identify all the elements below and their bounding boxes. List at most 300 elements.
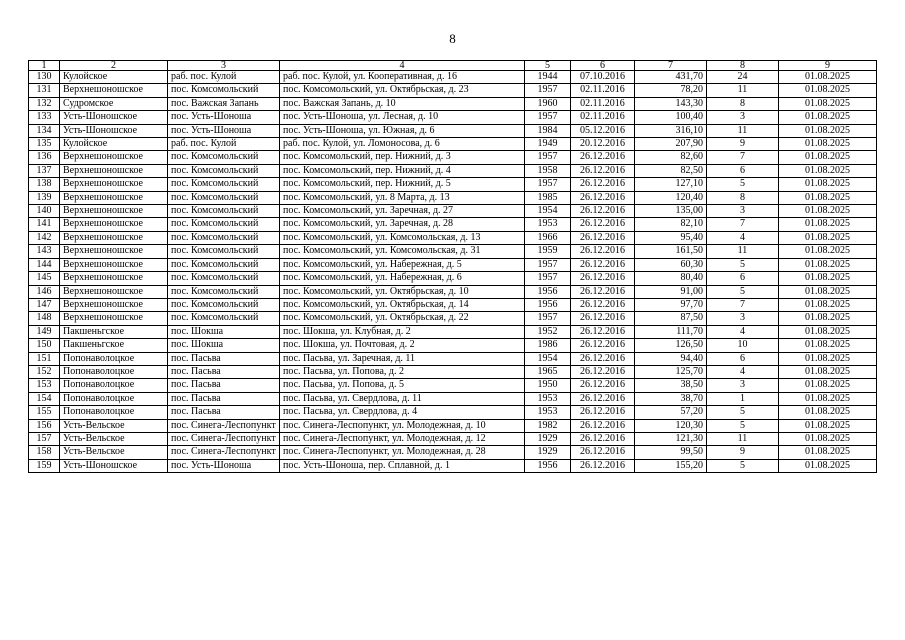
count-cell: 5 [707,258,779,271]
deadline-cell: 01.08.2025 [779,406,877,419]
address-cell: пос. Комсомольский, ул. Набережная, д. 5 [280,258,525,271]
year-cell: 1960 [525,97,571,110]
year-cell: 1986 [525,339,571,352]
date-cell: 26.12.2016 [571,339,635,352]
row-number: 158 [29,446,60,459]
locality-cell: пос. Комсомольский [168,298,280,311]
locality-cell: пос. Пасьва [168,406,280,419]
settlement-cell: Попонаволоцкое [60,406,168,419]
count-cell: 3 [707,312,779,325]
table-row [29,352,877,365]
address-cell: пос. Пасьва, ул. Свердлова, д. 11 [280,392,525,405]
date-cell: 26.12.2016 [571,245,635,258]
date-cell: 26.12.2016 [571,178,635,191]
date-cell: 26.12.2016 [571,272,635,285]
address-cell: пос. Комсомольский, ул. Октябрьская, д. 10 [280,285,525,298]
deadline-cell: 01.08.2025 [779,365,877,378]
deadline-cell: 01.08.2025 [779,218,877,231]
address-cell: пос. Усть-Шоноша, ул. Лесная, д. 10 [280,111,525,124]
deadline-cell: 01.08.2025 [779,71,877,84]
date-cell: 26.12.2016 [571,312,635,325]
year-cell: 1954 [525,352,571,365]
row-number: 141 [29,218,60,231]
area-cell: 121,30 [635,432,707,445]
count-cell: 3 [707,205,779,218]
year-cell: 1953 [525,392,571,405]
address-cell: пос. Комсомольский, ул. Комсомольская, д. 31 [280,245,525,258]
locality-cell: пос. Комсомольский [168,205,280,218]
deadline-cell: 01.08.2025 [779,245,877,258]
row-number: 154 [29,392,60,405]
count-cell: 4 [707,325,779,338]
row-number: 132 [29,97,60,110]
deadline-cell: 01.08.2025 [779,339,877,352]
deadline-cell: 01.08.2025 [779,379,877,392]
settlement-cell: Верхнешоношское [60,178,168,191]
date-cell: 26.12.2016 [571,446,635,459]
table-row [29,392,877,405]
locality-cell: пос. Пасьва [168,379,280,392]
locality-cell: пос. Комсомольский [168,285,280,298]
count-cell: 7 [707,218,779,231]
year-cell: 1958 [525,164,571,177]
date-cell: 20.12.2016 [571,138,635,151]
year-cell: 1950 [525,379,571,392]
address-cell: пос. Шокша, ул. Почтовая, д. 2 [280,339,525,352]
address-cell: пос. Комсомольский, ул. Октябрьская, д. 14 [280,298,525,311]
settlement-cell: Усть-Вельское [60,419,168,432]
settlement-cell: Верхнешоношское [60,312,168,325]
settlement-cell: Верхнешоношское [60,218,168,231]
locality-cell: пос. Комсомольский [168,151,280,164]
settlement-cell: Верхнешоношское [60,231,168,244]
address-cell: пос. Пасьва, ул. Попова, д. 5 [280,379,525,392]
address-cell: пос. Синега-Леспопункт, ул. Молодежная, д. 12 [280,432,525,445]
locality-cell: пос. Важская Запань [168,97,280,110]
date-cell: 26.12.2016 [571,325,635,338]
table-row [29,71,877,84]
locality-cell: пос. Шокша [168,339,280,352]
deadline-cell: 01.08.2025 [779,191,877,204]
locality-cell: пос. Шокша [168,325,280,338]
count-cell: 11 [707,84,779,97]
row-number: 131 [29,84,60,97]
settlement-cell: Пакшеньгское [60,339,168,352]
locality-cell: пос. Комсомольский [168,245,280,258]
table-row [29,178,877,191]
settlement-cell: Пакшеньгское [60,325,168,338]
table-row [29,432,877,445]
count-cell: 5 [707,178,779,191]
year-cell: 1984 [525,124,571,137]
year-cell: 1949 [525,138,571,151]
date-cell: 26.12.2016 [571,298,635,311]
year-cell: 1957 [525,84,571,97]
year-cell: 1929 [525,432,571,445]
row-number: 144 [29,258,60,271]
row-number: 135 [29,138,60,151]
count-cell: 3 [707,111,779,124]
address-cell: пос. Синега-Леспопункт, ул. Молодежная, д. 10 [280,419,525,432]
column-number: 1 [29,61,60,71]
table-row [29,365,877,378]
row-number: 146 [29,285,60,298]
count-cell: 4 [707,231,779,244]
deadline-cell: 01.08.2025 [779,432,877,445]
date-cell: 26.12.2016 [571,191,635,204]
count-cell: 24 [707,71,779,84]
column-number: 4 [280,61,525,71]
count-cell: 8 [707,191,779,204]
locality-cell: пос. Комсомольский [168,272,280,285]
deadline-cell: 01.08.2025 [779,97,877,110]
year-cell: 1929 [525,446,571,459]
settlement-cell: Верхнешоношское [60,285,168,298]
address-cell: пос. Комсомольский, ул. Заречная, д. 28 [280,218,525,231]
settlement-cell: Верхнешоношское [60,298,168,311]
area-cell: 126,50 [635,339,707,352]
table-row [29,218,877,231]
count-cell: 11 [707,432,779,445]
row-number: 155 [29,406,60,419]
settlement-cell: Усть-Вельское [60,432,168,445]
address-cell: пос. Комсомольский, ул. Октябрьская, д. 22 [280,312,525,325]
table-row [29,151,877,164]
count-cell: 8 [707,97,779,110]
count-cell: 5 [707,419,779,432]
year-cell: 1956 [525,298,571,311]
year-cell: 1957 [525,312,571,325]
address-cell: пос. Пасьва, ул. Свердлова, д. 4 [280,406,525,419]
count-cell: 6 [707,164,779,177]
table-row [29,124,877,137]
settlement-cell: Верхнешоношское [60,245,168,258]
date-cell: 26.12.2016 [571,231,635,244]
date-cell: 07.10.2016 [571,71,635,84]
row-number: 143 [29,245,60,258]
column-number-row [29,61,877,71]
date-cell: 26.12.2016 [571,352,635,365]
deadline-cell: 01.08.2025 [779,164,877,177]
table-row [29,325,877,338]
locality-cell: пос. Комсомольский [168,312,280,325]
date-cell: 26.12.2016 [571,218,635,231]
year-cell: 1959 [525,245,571,258]
address-cell: пос. Усть-Шоноша, ул. Южная, д. 6 [280,124,525,137]
locality-cell: пос. Комсомольский [168,258,280,271]
area-cell: 38,70 [635,392,707,405]
table-row [29,231,877,244]
row-number: 142 [29,231,60,244]
table-row [29,446,877,459]
address-cell: пос. Комсомольский, ул. Набережная, д. 6 [280,272,525,285]
deadline-cell: 01.08.2025 [779,258,877,271]
settlement-cell: Верхнешоношское [60,164,168,177]
row-number: 134 [29,124,60,137]
settlement-cell: Усть-Шоношское [60,459,168,472]
row-number: 133 [29,111,60,124]
count-cell: 6 [707,352,779,365]
area-cell: 431,70 [635,71,707,84]
locality-cell: раб. пос. Кулой [168,138,280,151]
count-cell: 3 [707,379,779,392]
table-row [29,245,877,258]
area-cell: 38,50 [635,379,707,392]
area-cell: 91,00 [635,285,707,298]
count-cell: 9 [707,138,779,151]
year-cell: 1957 [525,272,571,285]
deadline-cell: 01.08.2025 [779,151,877,164]
year-cell: 1953 [525,218,571,231]
table-row [29,164,877,177]
deadline-cell: 01.08.2025 [779,392,877,405]
address-cell: пос. Комсомольский, ул. Комсомольская, д. 13 [280,231,525,244]
settlement-cell: Усть-Шоношское [60,111,168,124]
area-cell: 95,40 [635,231,707,244]
address-cell: раб. пос. Кулой, ул. Ломоносова, д. 6 [280,138,525,151]
row-number: 148 [29,312,60,325]
count-cell: 5 [707,285,779,298]
address-cell: пос. Важская Запань, д. 10 [280,97,525,110]
area-cell: 80,40 [635,272,707,285]
settlement-cell: Верхнешоношское [60,258,168,271]
row-number: 153 [29,379,60,392]
count-cell: 5 [707,459,779,472]
settlement-cell: Попонаволоцкое [60,365,168,378]
locality-cell: пос. Усть-Шоноша [168,124,280,137]
address-cell: пос. Комсомольский, пер. Нижний, д. 4 [280,164,525,177]
deadline-cell: 01.08.2025 [779,285,877,298]
deadline-cell: 01.08.2025 [779,138,877,151]
locality-cell: пос. Синега-Леспопункт [168,419,280,432]
locality-cell: пос. Комсомольский [168,218,280,231]
table-row [29,205,877,218]
settlement-cell: Кулойское [60,138,168,151]
column-number: 3 [168,61,280,71]
date-cell: 26.12.2016 [571,285,635,298]
area-cell: 143,30 [635,97,707,110]
address-cell: пос. Комсомольский, ул. Заречная, д. 27 [280,205,525,218]
deadline-cell: 01.08.2025 [779,312,877,325]
date-cell: 26.12.2016 [571,459,635,472]
count-cell: 5 [707,406,779,419]
table-row [29,298,877,311]
locality-cell: пос. Пасьва [168,392,280,405]
column-number: 7 [635,61,707,71]
row-number: 150 [29,339,60,352]
year-cell: 1954 [525,205,571,218]
year-cell: 1953 [525,406,571,419]
address-cell: пос. Комсомольский, ул. Октябрьская, д. 23 [280,84,525,97]
count-cell: 11 [707,245,779,258]
date-cell: 26.12.2016 [571,365,635,378]
deadline-cell: 01.08.2025 [779,231,877,244]
row-number: 157 [29,432,60,445]
settlement-cell: Верхнешоношское [60,272,168,285]
count-cell: 1 [707,392,779,405]
area-cell: 135,00 [635,205,707,218]
locality-cell: пос. Синега-Леспопункт [168,446,280,459]
date-cell: 26.12.2016 [571,432,635,445]
row-number: 136 [29,151,60,164]
row-number: 151 [29,352,60,365]
locality-cell: пос. Пасьва [168,365,280,378]
locality-cell: пос. Комсомольский [168,84,280,97]
count-cell: 10 [707,339,779,352]
address-cell: пос. Синега-Леспопункт, ул. Молодежная, д. 28 [280,446,525,459]
area-cell: 161,50 [635,245,707,258]
table-row [29,97,877,110]
register-table [28,60,877,473]
year-cell: 1956 [525,459,571,472]
settlement-cell: Усть-Шоношское [60,124,168,137]
address-cell: пос. Шокша, ул. Клубная, д. 2 [280,325,525,338]
address-cell: пос. Комсомольский, ул. 8 Марта, д. 13 [280,191,525,204]
year-cell: 1982 [525,419,571,432]
locality-cell: пос. Комсомольский [168,231,280,244]
table-row [29,459,877,472]
year-cell: 1944 [525,71,571,84]
date-cell: 26.12.2016 [571,151,635,164]
column-number: 5 [525,61,571,71]
year-cell: 1965 [525,365,571,378]
area-cell: 78,20 [635,84,707,97]
column-number: 2 [60,61,168,71]
deadline-cell: 01.08.2025 [779,84,877,97]
date-cell: 26.12.2016 [571,205,635,218]
table-row [29,191,877,204]
deadline-cell: 01.08.2025 [779,178,877,191]
locality-cell: пос. Комсомольский [168,178,280,191]
row-number: 138 [29,178,60,191]
area-cell: 99,50 [635,446,707,459]
locality-cell: пос. Усть-Шоноша [168,459,280,472]
locality-cell: раб. пос. Кулой [168,71,280,84]
date-cell: 26.12.2016 [571,406,635,419]
row-number: 152 [29,365,60,378]
row-number: 130 [29,71,60,84]
year-cell: 1957 [525,178,571,191]
address-cell: пос. Комсомольский, пер. Нижний, д. 5 [280,178,525,191]
settlement-cell: Верхнешоношское [60,205,168,218]
address-cell: пос. Пасьва, ул. Заречная, д. 11 [280,352,525,365]
table-row [29,406,877,419]
table-row [29,111,877,124]
row-number: 137 [29,164,60,177]
column-number: 9 [779,61,877,71]
row-number: 147 [29,298,60,311]
table-row [29,285,877,298]
count-cell: 11 [707,124,779,137]
row-number: 139 [29,191,60,204]
deadline-cell: 01.08.2025 [779,419,877,432]
row-number: 156 [29,419,60,432]
column-number: 6 [571,61,635,71]
area-cell: 87,50 [635,312,707,325]
locality-cell: пос. Пасьва [168,352,280,365]
date-cell: 26.12.2016 [571,379,635,392]
address-cell: пос. Пасьва, ул. Попова, д. 2 [280,365,525,378]
settlement-cell: Верхнешоношское [60,151,168,164]
year-cell: 1952 [525,325,571,338]
table-row [29,312,877,325]
settlement-cell: Верхнешоношское [60,191,168,204]
column-number: 8 [707,61,779,71]
table-row [29,258,877,271]
date-cell: 02.11.2016 [571,97,635,110]
table-row [29,339,877,352]
date-cell: 26.12.2016 [571,164,635,177]
year-cell: 1957 [525,111,571,124]
year-cell: 1985 [525,191,571,204]
area-cell: 155,20 [635,459,707,472]
count-cell: 7 [707,151,779,164]
settlement-cell: Попонаволоцкое [60,392,168,405]
date-cell: 02.11.2016 [571,84,635,97]
settlement-cell: Усть-Вельское [60,446,168,459]
year-cell: 1956 [525,285,571,298]
area-cell: 82,60 [635,151,707,164]
settlement-cell: Судромское [60,97,168,110]
area-cell: 125,70 [635,365,707,378]
area-cell: 60,30 [635,258,707,271]
date-cell: 26.12.2016 [571,258,635,271]
area-cell: 82,10 [635,218,707,231]
deadline-cell: 01.08.2025 [779,111,877,124]
date-cell: 02.11.2016 [571,111,635,124]
deadline-cell: 01.08.2025 [779,459,877,472]
date-cell: 05.12.2016 [571,124,635,137]
locality-cell: пос. Комсомольский [168,164,280,177]
area-cell: 127,10 [635,178,707,191]
row-number: 159 [29,459,60,472]
row-number: 149 [29,325,60,338]
deadline-cell: 01.08.2025 [779,325,877,338]
count-cell: 6 [707,272,779,285]
area-cell: 111,70 [635,325,707,338]
table-row [29,379,877,392]
table-row [29,138,877,151]
year-cell: 1957 [525,151,571,164]
table-row [29,272,877,285]
date-cell: 26.12.2016 [571,392,635,405]
deadline-cell: 01.08.2025 [779,446,877,459]
count-cell: 7 [707,298,779,311]
deadline-cell: 01.08.2025 [779,205,877,218]
table-row [29,419,877,432]
deadline-cell: 01.08.2025 [779,272,877,285]
page-number: 8 [449,31,456,46]
address-cell: пос. Усть-Шоноша, пер. Сплавной, д. 1 [280,459,525,472]
deadline-cell: 01.08.2025 [779,298,877,311]
area-cell: 97,70 [635,298,707,311]
area-cell: 120,40 [635,191,707,204]
date-cell: 26.12.2016 [571,419,635,432]
row-number: 140 [29,205,60,218]
count-cell: 4 [707,365,779,378]
address-cell: пос. Комсомольский, пер. Нижний, д. 3 [280,151,525,164]
count-cell: 9 [707,446,779,459]
area-cell: 207,90 [635,138,707,151]
row-number: 145 [29,272,60,285]
area-cell: 316,10 [635,124,707,137]
area-cell: 120,30 [635,419,707,432]
area-cell: 94,40 [635,352,707,365]
locality-cell: пос. Синега-Леспопункт [168,432,280,445]
area-cell: 82,50 [635,164,707,177]
deadline-cell: 01.08.2025 [779,352,877,365]
settlement-cell: Попонаволоцкое [60,352,168,365]
